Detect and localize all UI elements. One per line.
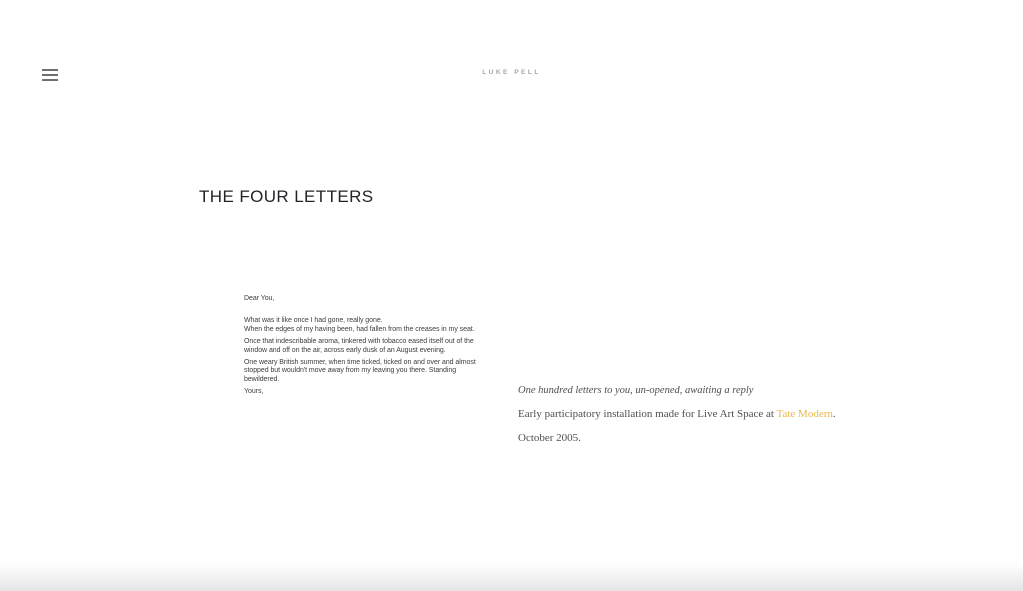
description-period: . bbox=[832, 408, 836, 420]
letter-text: Dear You, What was it like once I had gone, really gone. When the edges of my having been, had fallen from the creases in my seat. Once that indescribable aroma, tinkered with tobacco eased itself out of the window and off on the air, across early dusk of an August evening. One weary British summer, when time ticked, ticked on and over and almost stopped but wouldn't move away from my leaving you there. Standing bewildered. Yours, bbox=[244, 295, 476, 396]
site-logo-link[interactable] bbox=[482, 61, 541, 79]
tate-modern-link[interactable]: Tate Modern bbox=[776, 408, 833, 420]
project-details bbox=[518, 384, 836, 456]
page-title: THE FOUR LETTERS bbox=[199, 187, 374, 206]
project-description bbox=[518, 408, 836, 421]
site-header bbox=[0, 61, 1023, 79]
project-tagline: One hundred letters to you, un-opened, awaiting a reply bbox=[518, 385, 754, 396]
site-logo-text: LUKE PELL bbox=[482, 69, 541, 76]
description-text: Early participatory installation made for Live Art Space at bbox=[518, 408, 777, 420]
project-date: October 2005. bbox=[518, 432, 581, 444]
viewport-bottom-fade bbox=[0, 563, 1023, 591]
